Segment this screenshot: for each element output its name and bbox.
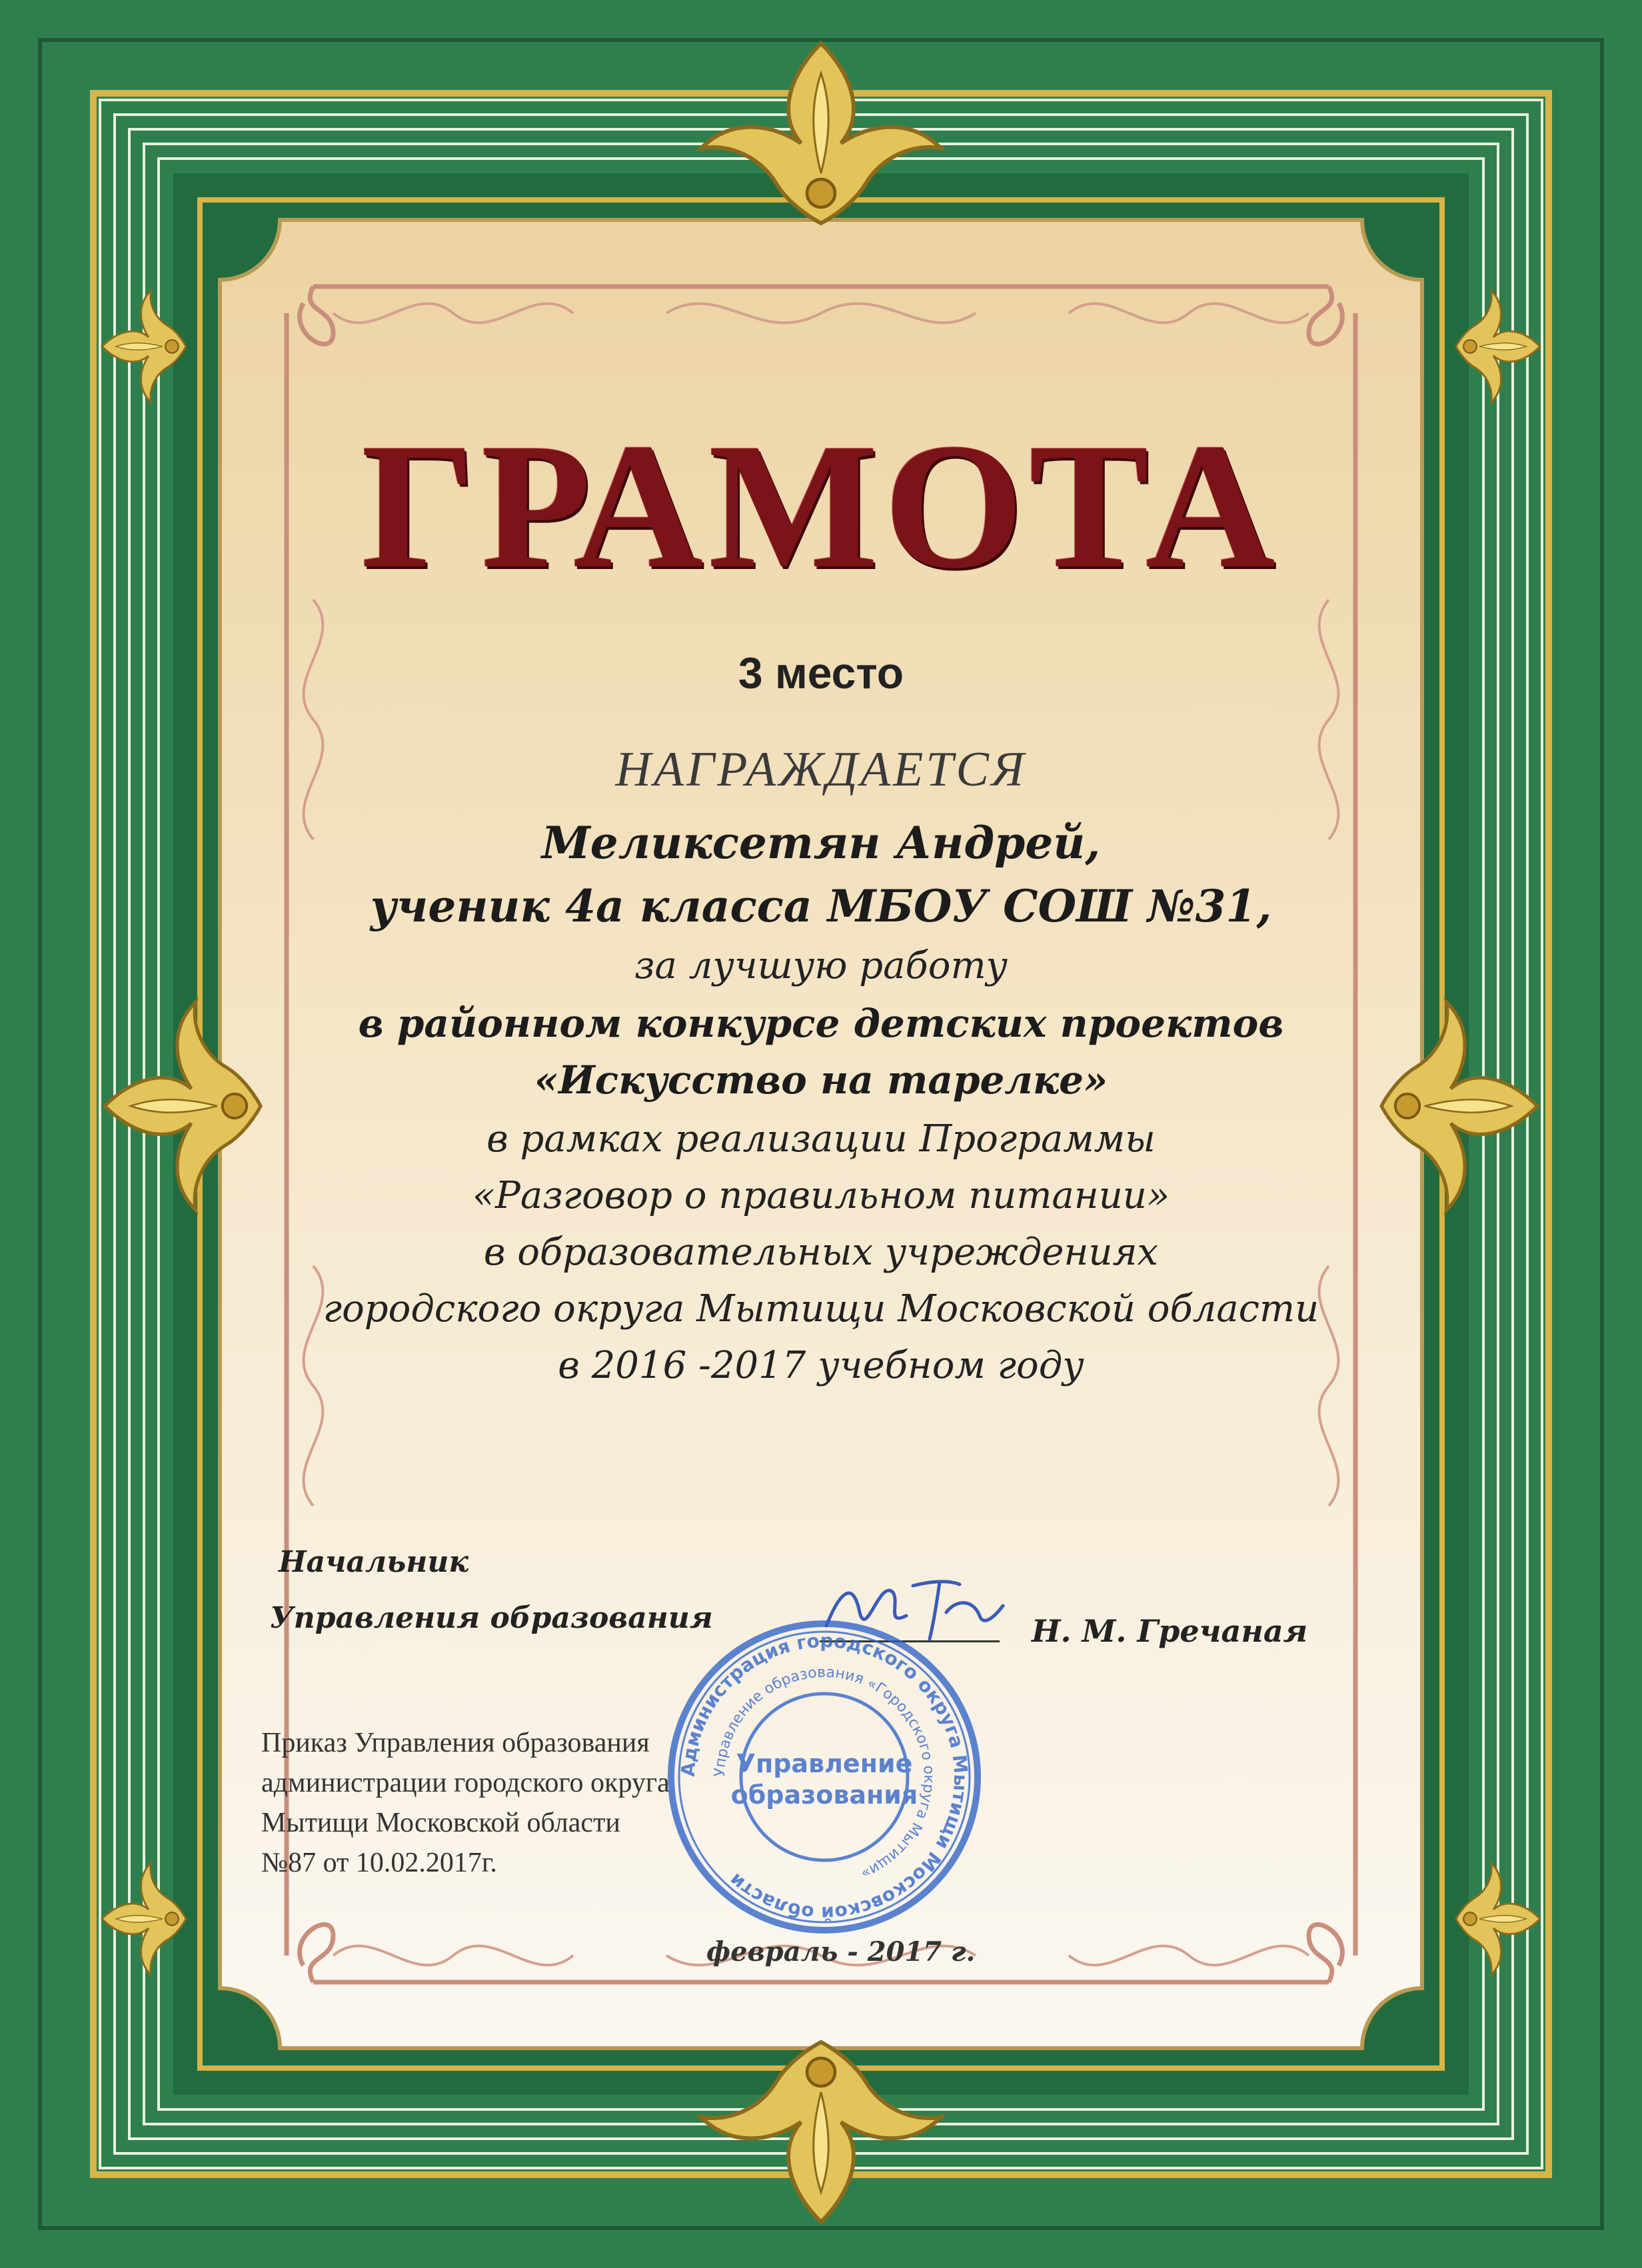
signer-title-line-1: Начальник <box>279 1545 469 1579</box>
school-year: в 2016 -2017 учебном году <box>558 1344 1084 1387</box>
stamp-center-line-2: образования <box>730 1780 918 1810</box>
program-intro: в рамках реализации Программы <box>486 1117 1156 1161</box>
place-label: 3 место <box>738 648 904 698</box>
awarded-heading: НАГРАЖДАЕТСЯ <box>615 742 1027 797</box>
order-line-4: №87 от 10.02.2017г. <box>261 1848 497 1878</box>
order-line-1: Приказ Управления образования <box>261 1728 650 1758</box>
program-name: «Разговор о правильном питании» <box>472 1174 1170 1217</box>
order-line-3: Мытищи Московской области <box>261 1808 620 1838</box>
certificate-title: ГРАМОТА <box>361 406 1281 606</box>
order-line-2: администрации городского округа <box>261 1768 670 1798</box>
recipient-name: Меликсетян Андрей, <box>541 817 1101 869</box>
stamp-ring-text: Администрация городского округа Мытищи Московской области <box>676 1629 972 1925</box>
stamp-center-line-1: Управление <box>736 1749 913 1778</box>
stamp-inner-ring-text: Управление образования «Городского округа Мытищи» <box>711 1664 938 1882</box>
signer-title-line-2: Управления образования <box>270 1601 713 1635</box>
contest-description: в районном конкурсе детских проектов <box>358 1001 1284 1046</box>
district-line: городского округа Мытищи Московской области <box>323 1287 1319 1331</box>
institutions-line: в образовательных учреждениях <box>483 1231 1159 1274</box>
signer-name: Н. М. Гречаная <box>1032 1613 1308 1649</box>
recipient-school: ученик 4а класса МБОУ СОШ №31, <box>370 880 1272 932</box>
signature-line <box>820 1640 1000 1642</box>
award-reason: за лучшую работу <box>634 944 1008 987</box>
contest-name: «Искусство на тарелке» <box>534 1057 1108 1103</box>
issue-date: февраль - 2017 г. <box>706 1936 976 1968</box>
